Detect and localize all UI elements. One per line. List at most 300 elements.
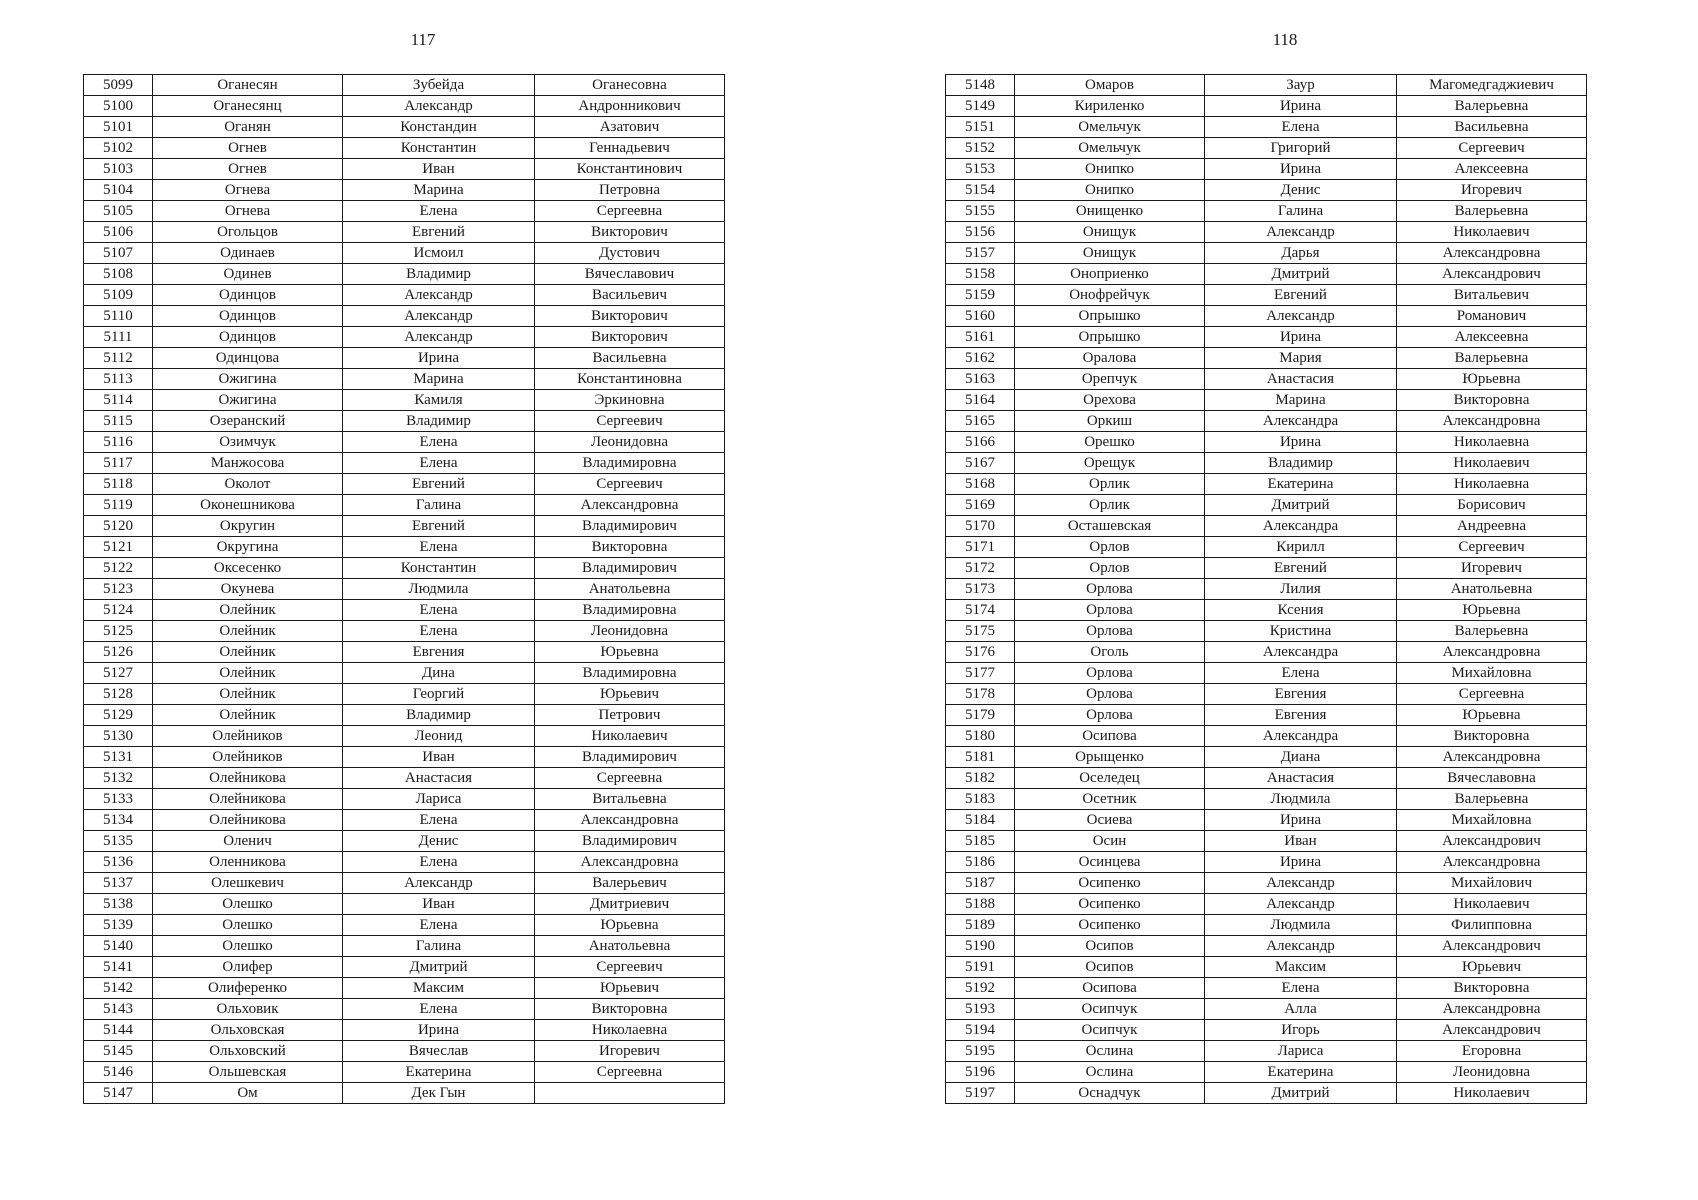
row-number-cell: 5193 (946, 999, 1015, 1020)
last-name-cell: Орлик (1015, 495, 1205, 516)
last-name-cell: Омельчук (1015, 117, 1205, 138)
last-name-cell: Онищук (1015, 222, 1205, 243)
last-name-cell: Осетник (1015, 789, 1205, 810)
last-name-cell: Осипова (1015, 726, 1205, 747)
table-row (946, 768, 1587, 789)
first-name-cell: Вячеслав (343, 1041, 535, 1062)
patronymic-cell: Сергеевна (535, 1062, 725, 1083)
row-number-cell: 5112 (84, 348, 153, 369)
table-row (946, 1020, 1587, 1041)
row-number-cell: 5107 (84, 243, 153, 264)
table-row (946, 978, 1587, 999)
table-row (84, 705, 725, 726)
last-name-cell: Оралова (1015, 348, 1205, 369)
last-name-cell: Оганесян (153, 75, 343, 96)
patronymic-cell: Александровна (1397, 642, 1587, 663)
row-number-cell: 5170 (946, 516, 1015, 537)
patronymic-cell: Николаевич (535, 726, 725, 747)
row-number-cell: 5160 (946, 306, 1015, 327)
first-name-cell: Александр (1205, 222, 1397, 243)
patronymic-cell: Сергеевич (535, 474, 725, 495)
row-number-cell: 5142 (84, 978, 153, 999)
last-name-cell: Манжосова (153, 453, 343, 474)
row-number-cell: 5183 (946, 789, 1015, 810)
first-name-cell: Констандин (343, 117, 535, 138)
row-number-cell: 5149 (946, 96, 1015, 117)
last-name-cell: Одинцова (153, 348, 343, 369)
last-name-cell: Оснадчук (1015, 1083, 1205, 1104)
table-row (946, 1083, 1587, 1104)
row-number-cell: 5148 (946, 75, 1015, 96)
patronymic-cell: Юрьевна (535, 915, 725, 936)
last-name-cell: Ольховик (153, 999, 343, 1020)
table-row (946, 747, 1587, 768)
patronymic-cell: Васильевна (535, 348, 725, 369)
first-name-cell: Александр (343, 327, 535, 348)
last-name-cell: Орлова (1015, 600, 1205, 621)
table-row (84, 810, 725, 831)
last-name-cell: Омаров (1015, 75, 1205, 96)
row-number-cell: 5159 (946, 285, 1015, 306)
patronymic-cell: Викторович (535, 327, 725, 348)
table-row (946, 180, 1587, 201)
first-name-cell: Лариса (343, 789, 535, 810)
first-name-cell: Александр (343, 285, 535, 306)
last-name-cell: Ольховская (153, 1020, 343, 1041)
row-number-cell: 5188 (946, 894, 1015, 915)
last-name-cell: Ольховский (153, 1041, 343, 1062)
first-name-cell: Игорь (1205, 1020, 1397, 1041)
table-row (84, 285, 725, 306)
row-number-cell: 5120 (84, 516, 153, 537)
last-name-cell: Оленникова (153, 852, 343, 873)
last-name-cell: Орешко (1015, 432, 1205, 453)
first-name-cell: Александра (1205, 516, 1397, 537)
patronymic-cell: Александрович (1397, 264, 1587, 285)
last-name-cell: Олейник (153, 642, 343, 663)
last-name-cell: Орыщенко (1015, 747, 1205, 768)
row-number-cell: 5187 (946, 873, 1015, 894)
patronymic-cell (535, 1083, 725, 1104)
table-row (84, 642, 725, 663)
patronymic-cell: Владимирович (535, 516, 725, 537)
last-name-cell: Огнев (153, 138, 343, 159)
patronymic-cell: Александровна (1397, 747, 1587, 768)
patronymic-cell: Николаевич (1397, 894, 1587, 915)
table-row (946, 432, 1587, 453)
row-number-cell: 5130 (84, 726, 153, 747)
patronymic-cell: Игоревич (1397, 180, 1587, 201)
last-name-cell: Оганесянц (153, 96, 343, 117)
row-number-cell: 5138 (84, 894, 153, 915)
last-name-cell: Огнев (153, 159, 343, 180)
patronymic-cell: Петровна (535, 180, 725, 201)
roster-table-right (945, 74, 1587, 1104)
patronymic-cell: Александрович (1397, 831, 1587, 852)
row-number-cell: 5141 (84, 957, 153, 978)
row-number-cell: 5171 (946, 537, 1015, 558)
table-row (946, 453, 1587, 474)
last-name-cell: Орлова (1015, 663, 1205, 684)
first-name-cell: Елена (343, 621, 535, 642)
table-row (84, 264, 725, 285)
first-name-cell: Александр (1205, 894, 1397, 915)
first-name-cell: Леонид (343, 726, 535, 747)
first-name-cell: Константин (343, 558, 535, 579)
last-name-cell: Околот (153, 474, 343, 495)
last-name-cell: Осипова (1015, 978, 1205, 999)
patronymic-cell: Юрьевна (535, 642, 725, 663)
patronymic-cell: Азатович (535, 117, 725, 138)
patronymic-cell: Викторовна (1397, 978, 1587, 999)
patronymic-cell: Андреевна (1397, 516, 1587, 537)
first-name-cell: Ирина (1205, 159, 1397, 180)
table-row (946, 558, 1587, 579)
table-row (946, 327, 1587, 348)
row-number-cell: 5104 (84, 180, 153, 201)
table-row (946, 495, 1587, 516)
patronymic-cell: Александровна (535, 852, 725, 873)
first-name-cell: Ирина (343, 1020, 535, 1041)
patronymic-cell: Леонидовна (1397, 1062, 1587, 1083)
first-name-cell: Александра (1205, 642, 1397, 663)
row-number-cell: 5117 (84, 453, 153, 474)
first-name-cell: Алла (1205, 999, 1397, 1020)
row-number-cell: 5128 (84, 684, 153, 705)
first-name-cell: Елена (343, 432, 535, 453)
patronymic-cell: Дустович (535, 243, 725, 264)
last-name-cell: Окунева (153, 579, 343, 600)
patronymic-cell: Леонидовна (535, 621, 725, 642)
last-name-cell: Осипенко (1015, 915, 1205, 936)
table-row (946, 201, 1587, 222)
table-row (946, 663, 1587, 684)
first-name-cell: Камиля (343, 390, 535, 411)
table-row (84, 999, 725, 1020)
last-name-cell: Орехова (1015, 390, 1205, 411)
last-name-cell: Осиева (1015, 810, 1205, 831)
patronymic-cell: Вячеславович (535, 264, 725, 285)
table-row (946, 474, 1587, 495)
first-name-cell: Владимир (343, 705, 535, 726)
patronymic-cell: Валерьевна (1397, 348, 1587, 369)
first-name-cell: Елена (343, 852, 535, 873)
row-number-cell: 5180 (946, 726, 1015, 747)
last-name-cell: Оленич (153, 831, 343, 852)
last-name-cell: Орлова (1015, 705, 1205, 726)
last-name-cell: Орлов (1015, 558, 1205, 579)
first-name-cell: Константин (343, 138, 535, 159)
last-name-cell: Олешко (153, 915, 343, 936)
row-number-cell: 5143 (84, 999, 153, 1020)
row-number-cell: 5100 (84, 96, 153, 117)
patronymic-cell: Юрьевна (1397, 369, 1587, 390)
last-name-cell: Олешкевич (153, 873, 343, 894)
last-name-cell: Олейникова (153, 789, 343, 810)
row-number-cell: 5155 (946, 201, 1015, 222)
row-number-cell: 5106 (84, 222, 153, 243)
first-name-cell: Анастасия (1205, 369, 1397, 390)
table-row (84, 495, 725, 516)
table-row (84, 1083, 725, 1104)
table-row (84, 789, 725, 810)
table-row (946, 369, 1587, 390)
row-number-cell: 5146 (84, 1062, 153, 1083)
row-number-cell: 5190 (946, 936, 1015, 957)
first-name-cell: Екатерина (1205, 474, 1397, 495)
row-number-cell: 5145 (84, 1041, 153, 1062)
table-row (84, 348, 725, 369)
table-row (84, 432, 725, 453)
last-name-cell: Оселедец (1015, 768, 1205, 789)
first-name-cell: Екатерина (343, 1062, 535, 1083)
first-name-cell: Елена (343, 600, 535, 621)
last-name-cell: Оголь (1015, 642, 1205, 663)
first-name-cell: Елена (343, 201, 535, 222)
patronymic-cell: Владимирович (535, 558, 725, 579)
patronymic-cell: Алексеевна (1397, 327, 1587, 348)
first-name-cell: Евгения (1205, 684, 1397, 705)
table-row (946, 789, 1587, 810)
first-name-cell: Евгений (343, 474, 535, 495)
table-row (946, 936, 1587, 957)
patronymic-cell: Михайловна (1397, 810, 1587, 831)
row-number-cell: 5131 (84, 747, 153, 768)
row-number-cell: 5197 (946, 1083, 1015, 1104)
row-number-cell: 5192 (946, 978, 1015, 999)
table-row (84, 978, 725, 999)
last-name-cell: Озеранский (153, 411, 343, 432)
row-number-cell: 5175 (946, 621, 1015, 642)
first-name-cell: Дмитрий (1205, 264, 1397, 285)
first-name-cell: Елена (343, 537, 535, 558)
first-name-cell: Максим (1205, 957, 1397, 978)
first-name-cell: Дмитрий (343, 957, 535, 978)
first-name-cell: Александр (343, 306, 535, 327)
row-number-cell: 5173 (946, 579, 1015, 600)
patronymic-cell: Михайловна (1397, 663, 1587, 684)
first-name-cell: Людмила (1205, 915, 1397, 936)
row-number-cell: 5174 (946, 600, 1015, 621)
first-name-cell: Анастасия (343, 768, 535, 789)
row-number-cell: 5172 (946, 558, 1015, 579)
row-number-cell: 5166 (946, 432, 1015, 453)
last-name-cell: Огнева (153, 180, 343, 201)
row-number-cell: 5153 (946, 159, 1015, 180)
last-name-cell: Ослина (1015, 1041, 1205, 1062)
patronymic-cell: Игоревич (1397, 558, 1587, 579)
row-number-cell: 5181 (946, 747, 1015, 768)
patronymic-cell: Борисович (1397, 495, 1587, 516)
patronymic-cell: Николаевна (535, 1020, 725, 1041)
last-name-cell: Одинцов (153, 327, 343, 348)
table-row (84, 747, 725, 768)
patronymic-cell: Владимирович (535, 831, 725, 852)
first-name-cell: Александр (343, 96, 535, 117)
row-number-cell: 5108 (84, 264, 153, 285)
first-name-cell: Владимир (1205, 453, 1397, 474)
row-number-cell: 5119 (84, 495, 153, 516)
patronymic-cell: Витальевна (535, 789, 725, 810)
first-name-cell: Евгений (343, 222, 535, 243)
last-name-cell: Онищенко (1015, 201, 1205, 222)
row-number-cell: 5103 (84, 159, 153, 180)
first-name-cell: Владимир (343, 264, 535, 285)
table-row (84, 327, 725, 348)
first-name-cell: Елена (1205, 117, 1397, 138)
first-name-cell: Дмитрий (1205, 1083, 1397, 1104)
table-row (84, 516, 725, 537)
first-name-cell: Евгения (343, 642, 535, 663)
patronymic-cell: Николаевна (1397, 432, 1587, 453)
patronymic-cell: Александровна (1397, 411, 1587, 432)
row-number-cell: 5147 (84, 1083, 153, 1104)
first-name-cell: Александр (1205, 936, 1397, 957)
row-number-cell: 5186 (946, 852, 1015, 873)
first-name-cell: Дина (343, 663, 535, 684)
first-name-cell: Ирина (1205, 852, 1397, 873)
table-row (946, 915, 1587, 936)
patronymic-cell: Николаевна (1397, 474, 1587, 495)
patronymic-cell: Егоровна (1397, 1041, 1587, 1062)
first-name-cell: Лилия (1205, 579, 1397, 600)
patronymic-cell: Петрович (535, 705, 725, 726)
table-row (946, 285, 1587, 306)
table-row (84, 75, 725, 96)
row-number-cell: 5163 (946, 369, 1015, 390)
first-name-cell: Евгений (343, 516, 535, 537)
table-row (84, 936, 725, 957)
last-name-cell: Осипов (1015, 957, 1205, 978)
table-row (84, 621, 725, 642)
row-number-cell: 5184 (946, 810, 1015, 831)
table-row (84, 243, 725, 264)
table-row (84, 726, 725, 747)
patronymic-cell: Николаевич (1397, 1083, 1587, 1104)
table-row (946, 1062, 1587, 1083)
table-row (946, 894, 1587, 915)
first-name-cell: Дарья (1205, 243, 1397, 264)
patronymic-cell: Сергеевич (535, 957, 725, 978)
first-name-cell: Александр (1205, 873, 1397, 894)
row-number-cell: 5152 (946, 138, 1015, 159)
patronymic-cell: Алексеевна (1397, 159, 1587, 180)
first-name-cell: Марина (343, 180, 535, 201)
patronymic-cell: Валерьевна (1397, 789, 1587, 810)
patronymic-cell: Валерьевна (1397, 201, 1587, 222)
patronymic-cell: Эркиновна (535, 390, 725, 411)
row-number-cell: 5122 (84, 558, 153, 579)
last-name-cell: Осипенко (1015, 873, 1205, 894)
last-name-cell: Осташевская (1015, 516, 1205, 537)
table-row (946, 306, 1587, 327)
row-number-cell: 5158 (946, 264, 1015, 285)
last-name-cell: Олейников (153, 726, 343, 747)
row-number-cell: 5129 (84, 705, 153, 726)
table-row (84, 96, 725, 117)
patronymic-cell: Дмитриевич (535, 894, 725, 915)
row-number-cell: 5114 (84, 390, 153, 411)
last-name-cell: Олейник (153, 663, 343, 684)
table-row (84, 117, 725, 138)
patronymic-cell: Владимировна (535, 663, 725, 684)
table-row (84, 558, 725, 579)
first-name-cell: Галина (1205, 201, 1397, 222)
table-row (946, 873, 1587, 894)
page-number-left: 117 (410, 30, 436, 49)
first-name-cell: Владимир (343, 411, 535, 432)
table-row (84, 138, 725, 159)
patronymic-cell: Игоревич (535, 1041, 725, 1062)
first-name-cell: Евгения (1205, 705, 1397, 726)
last-name-cell: Оксесенко (153, 558, 343, 579)
table-row (84, 222, 725, 243)
first-name-cell: Галина (343, 495, 535, 516)
table-row (84, 579, 725, 600)
table-row (946, 222, 1587, 243)
table-row (84, 600, 725, 621)
first-name-cell: Елена (343, 810, 535, 831)
last-name-cell: Орлова (1015, 684, 1205, 705)
row-number-cell: 5177 (946, 663, 1015, 684)
row-number-cell: 5194 (946, 1020, 1015, 1041)
row-number-cell: 5196 (946, 1062, 1015, 1083)
first-name-cell: Анастасия (1205, 768, 1397, 789)
patronymic-cell: Александровна (1397, 999, 1587, 1020)
patronymic-cell: Романович (1397, 306, 1587, 327)
row-number-cell: 5137 (84, 873, 153, 894)
table-row (84, 474, 725, 495)
last-name-cell: Огольцов (153, 222, 343, 243)
row-number-cell: 5125 (84, 621, 153, 642)
patronymic-cell: Анатольевна (1397, 579, 1587, 600)
first-name-cell: Ирина (1205, 327, 1397, 348)
row-number-cell: 5102 (84, 138, 153, 159)
table-row (946, 999, 1587, 1020)
last-name-cell: Онипко (1015, 159, 1205, 180)
last-name-cell: Олейникова (153, 810, 343, 831)
table-row (84, 1041, 725, 1062)
table-row (84, 159, 725, 180)
patronymic-cell: Александрович (1397, 1020, 1587, 1041)
first-name-cell: Иван (343, 894, 535, 915)
first-name-cell: Максим (343, 978, 535, 999)
patronymic-cell: Александрович (1397, 936, 1587, 957)
table-row (946, 264, 1587, 285)
first-name-cell: Исмоил (343, 243, 535, 264)
last-name-cell: Омельчук (1015, 138, 1205, 159)
row-number-cell: 5151 (946, 117, 1015, 138)
row-number-cell: 5178 (946, 684, 1015, 705)
patronymic-cell: Александровна (535, 810, 725, 831)
last-name-cell: Опрышко (1015, 327, 1205, 348)
patronymic-cell: Сергеевич (1397, 537, 1587, 558)
patronymic-cell: Сергеевич (1397, 138, 1587, 159)
row-number-cell: 5185 (946, 831, 1015, 852)
first-name-cell: Елена (1205, 978, 1397, 999)
table-row (946, 243, 1587, 264)
last-name-cell: Осипчук (1015, 1020, 1205, 1041)
page-number-right: 118 (1272, 30, 1298, 49)
first-name-cell: Евгений (1205, 558, 1397, 579)
first-name-cell: Александр (1205, 306, 1397, 327)
first-name-cell: Денис (1205, 180, 1397, 201)
patronymic-cell: Владимировна (535, 600, 725, 621)
patronymic-cell: Александровна (1397, 852, 1587, 873)
patronymic-cell: Викторовна (535, 537, 725, 558)
patronymic-cell: Николаевич (1397, 222, 1587, 243)
patronymic-cell: Викторович (535, 222, 725, 243)
